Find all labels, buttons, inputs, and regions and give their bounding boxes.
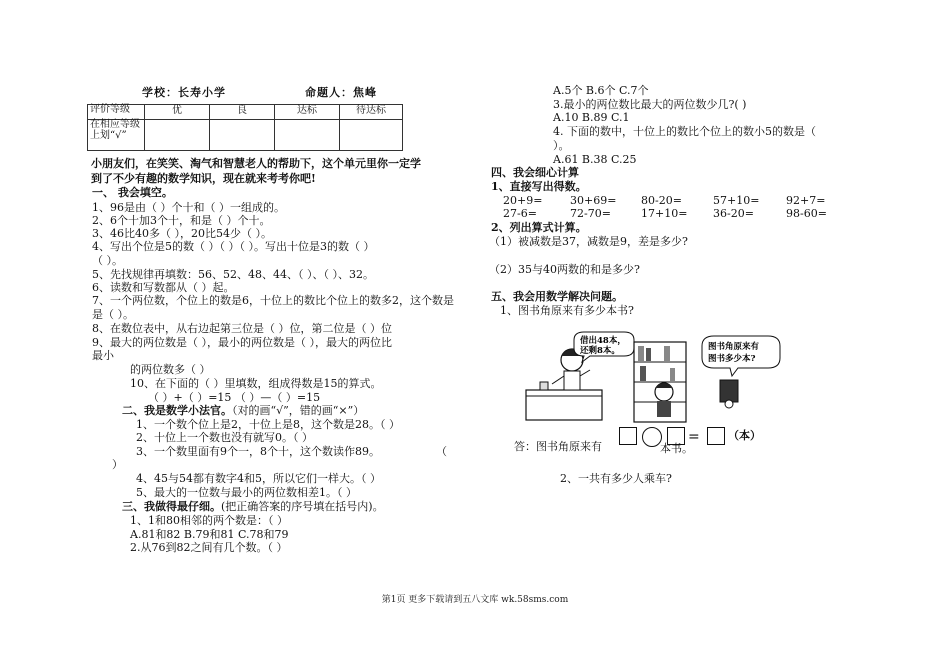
grade-cell-pending[interactable] xyxy=(340,120,403,151)
fill-q4a: 4、写出个位是5的数（ ）（ ）（ ）。写出十位是3的数（ ） xyxy=(92,240,375,253)
choice-q4b: ）。 xyxy=(553,139,570,152)
word-problem-2: 2、一共有多少人乘车? xyxy=(560,472,672,485)
choice-q2-options: A.5个 B.6个 C.7个 xyxy=(553,84,649,97)
fill-q5: 5、先找规律再填数：56、52、48、44、（ ）、（ ）、32。 xyxy=(92,268,374,281)
fill-q9c: 的两位数多（ ） xyxy=(130,363,211,376)
grade-row-label xyxy=(88,120,145,151)
judge-q3: 3、一个数里面有9个一，8个十，这个数读作89。 xyxy=(136,445,380,458)
fill-q9a: 9、最大的两位数是（ ），最小的两位数是（ ），最大的两位比 xyxy=(92,336,392,349)
fill-q1: 1、96是由（ ）个十和（ ）一组成的。 xyxy=(92,201,285,214)
section-2-subtitle: （对的画“√”，错的画“×”） xyxy=(232,404,365,417)
fill-q10b: （ ）+（ ）=15 （ ）—（ ）=15 xyxy=(148,391,321,404)
answer-box-1[interactable] xyxy=(619,427,637,445)
section-4-sub2: 2、列出算式计算。 xyxy=(491,221,587,234)
grade-cell-excellent[interactable] xyxy=(145,120,210,151)
page-footer: 第1页 更多下载请到五八文库 wk.58sms.com xyxy=(381,595,569,605)
answer-prefix: 答：图书角原来有 xyxy=(514,440,602,453)
answer-box-result[interactable] xyxy=(707,427,725,445)
library-illustration xyxy=(524,330,794,428)
calc-2-1: 27-6= xyxy=(503,207,537,220)
fill-q3: 3、46比40多（ ），20比54少（ ）。 xyxy=(92,227,272,240)
answer-tail: 本书。 xyxy=(660,442,693,455)
answer-operator-circle[interactable] xyxy=(642,427,662,447)
calc-1-1: 20+9= xyxy=(503,194,543,207)
bubble-2-line-1: 图书角原来有 xyxy=(708,342,760,352)
answer-unit: （本） xyxy=(728,429,761,442)
calc-2-3: 17+10= xyxy=(641,207,688,220)
grade-cell-pass[interactable] xyxy=(275,120,340,151)
section-4-sub1: 1、直接写出得数。 xyxy=(491,180,587,193)
calc-1-2: 30+69= xyxy=(570,194,617,207)
grade-cell-good[interactable] xyxy=(210,120,275,151)
choice-q2: 2.从76到82之间有几个数。（ ） xyxy=(130,541,288,554)
judge-q3-paren-close: ） xyxy=(112,458,123,471)
fill-q2: 2、6个十加3个十，和是（ ）个十。 xyxy=(92,214,271,227)
grade-header-good: 良 xyxy=(210,105,275,120)
section-1-title: 一、 我会填空。 xyxy=(92,186,173,199)
author-name: 命题人：焦峰 xyxy=(305,86,377,99)
section-2-title: 二、我是数学小法官。 xyxy=(122,404,232,417)
section-3 xyxy=(122,500,384,513)
grade-header-pending: 待达标 xyxy=(340,105,403,120)
calc-1-3: 80-20= xyxy=(641,194,682,207)
fill-q10a: 10、在下面的（ ）里填数，组成得数是15的算式。 xyxy=(130,377,382,390)
choice-q1-options: A.81和82 B.79和81 C.78和79 xyxy=(130,528,289,541)
grade-header-excellent: 优 xyxy=(145,105,210,120)
grade-table xyxy=(87,104,403,151)
fill-q6: 6、读数和写数都从（ ）起。 xyxy=(92,281,235,294)
choice-q1: 1、1和80相邻的两个数是：（ ） xyxy=(130,514,288,527)
calc-2-5: 98-60= xyxy=(786,207,827,220)
problem-1: （1）被减数是37，减数是9，差是多少? xyxy=(489,235,688,248)
choice-q4a: 4. 下面的数中，十位上的数比个位上的数小5的数是（ xyxy=(553,125,816,138)
fill-q9b: 最小 xyxy=(92,349,114,362)
judge-q3-paren-open: （ xyxy=(436,445,447,458)
school-name: 学校：长寿小学 xyxy=(142,86,226,99)
fill-q8: 8、在数位表中，从右边起第三位是（ ）位，第二位是（ ）位 xyxy=(92,322,392,335)
judge-q1: 1、一个数个位上是2，十位上是8，这个数是28。（ ） xyxy=(136,418,400,431)
word-problem-1: 1、图书角原来有多少本书? xyxy=(500,304,634,317)
problem-2: （2）35与40两数的和是多少? xyxy=(489,263,640,276)
choice-q4-options: A.61 B.38 C.25 xyxy=(553,153,637,166)
judge-q5: 5、最大的一位数与最小的两位数相差1。（ ） xyxy=(136,486,357,499)
bubble-2-line-2: 图书多少本? xyxy=(708,354,756,364)
grade-row-label-2: 上划“√” xyxy=(90,129,127,141)
section-3-title: 三、我做得最仔细。 xyxy=(122,500,221,513)
calc-1-4: 57+10= xyxy=(713,194,760,207)
section-3-subtitle: (把正确答案的序号填在括号内)。 xyxy=(221,500,384,513)
grade-row-label-1: 在相应等级 xyxy=(90,119,140,130)
section-2 xyxy=(122,404,364,417)
bubble-1-line-1: 借出48本， xyxy=(580,336,626,346)
judge-q2: 2、十位上一个数也没有就写0。（ ） xyxy=(136,431,313,444)
choice-q3: 3.最小的两位数比最大的两位数少几?( ) xyxy=(553,98,747,111)
intro-line-1: 小朋友们，在笑笑、淘气和智慧老人的帮助下，这个单元里你一定学 xyxy=(91,157,421,170)
equals-sign: = xyxy=(688,429,700,445)
calc-2-2: 72-70= xyxy=(570,207,611,220)
calc-1-5: 92+7= xyxy=(786,194,826,207)
choice-q3-options: A.10 B.89 C.1 xyxy=(553,111,630,124)
judge-q4: 4、45与54都有数字4和5，所以它们一样大。（ ） xyxy=(136,472,381,485)
section-5-title: 五、我会用数学解决问题。 xyxy=(491,290,623,303)
fill-q7b: 是（ ）。 xyxy=(92,308,134,321)
bubble-1-line-2: 还剩8本。 xyxy=(580,346,620,356)
grade-header-pass: 达标 xyxy=(275,105,340,120)
section-4-title: 四、我会细心计算 xyxy=(491,166,579,179)
fill-q4b: （ ）。 xyxy=(92,254,123,267)
calc-2-4: 36-20= xyxy=(713,207,754,220)
fill-q7a: 7、一个两位数，个位上的数是6，十位上的数比个位上的数多2，这个数是 xyxy=(92,294,454,307)
intro-line-2: 到了不少有趣的数学知识，现在就来考考你吧! xyxy=(91,172,316,185)
grade-header-level: 评价等级 xyxy=(88,105,145,120)
